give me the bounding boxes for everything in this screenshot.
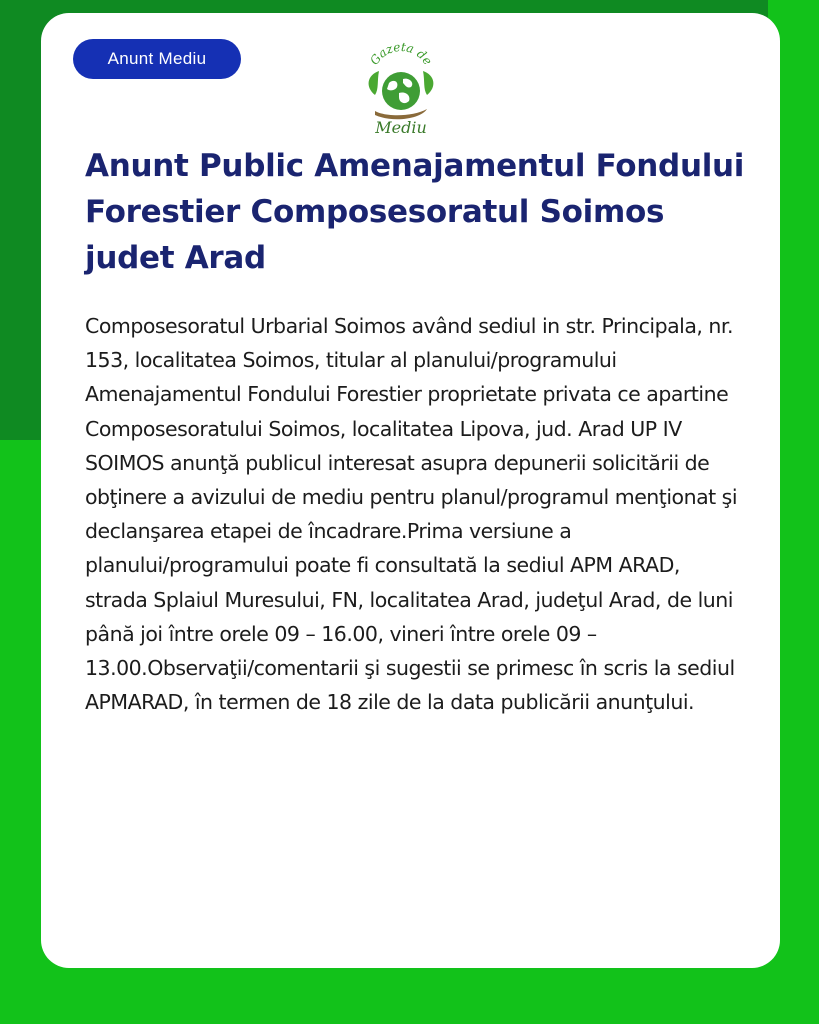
category-badge[interactable]: Anunt Mediu (73, 39, 241, 79)
svg-text:Gazeta de (367, 40, 435, 68)
article-title: Anunt Public Amenajamentul Fondului Forestier Composesoratul Soimos judet Arad (85, 148, 745, 276)
logo-bottom-text: Mediu (375, 118, 427, 137)
logo-globe-icon (353, 35, 449, 139)
article-card (41, 13, 780, 968)
article-body: Composesoratul Urbarial Soimos având sediul in str. Principala, nr. 153, localitatea Soimos, titular al planului/programului Amenajamentul Fondului Forestier proprietate privata ce apartine Composesoratului Soimos, localitatea Lipova, jud. Arad UP IV SOIMOS anunţă publicul interesat asupra depunerii solicitării de obţinere a avizului de mediu pentru planul/programul menţionat şi declanşarea etapei de încadrare.Prima versiune a planului/programului poate fi consultată la sediul APM ARAD, strada Splaiul Muresului, FN, localitatea Arad, judeţul Arad, de luni până joi între orele 09 – 16.00, vineri între orele 09 – 13.00.Observaţii/comentarii şi sugestii se primesc în scris la sediul APMARAD, în termen de 18 zile de la data publicării anunţului. (85, 314, 738, 715)
gazeta-de-mediu-logo (353, 35, 449, 139)
logo-top-text: Gazeta de (367, 39, 435, 68)
